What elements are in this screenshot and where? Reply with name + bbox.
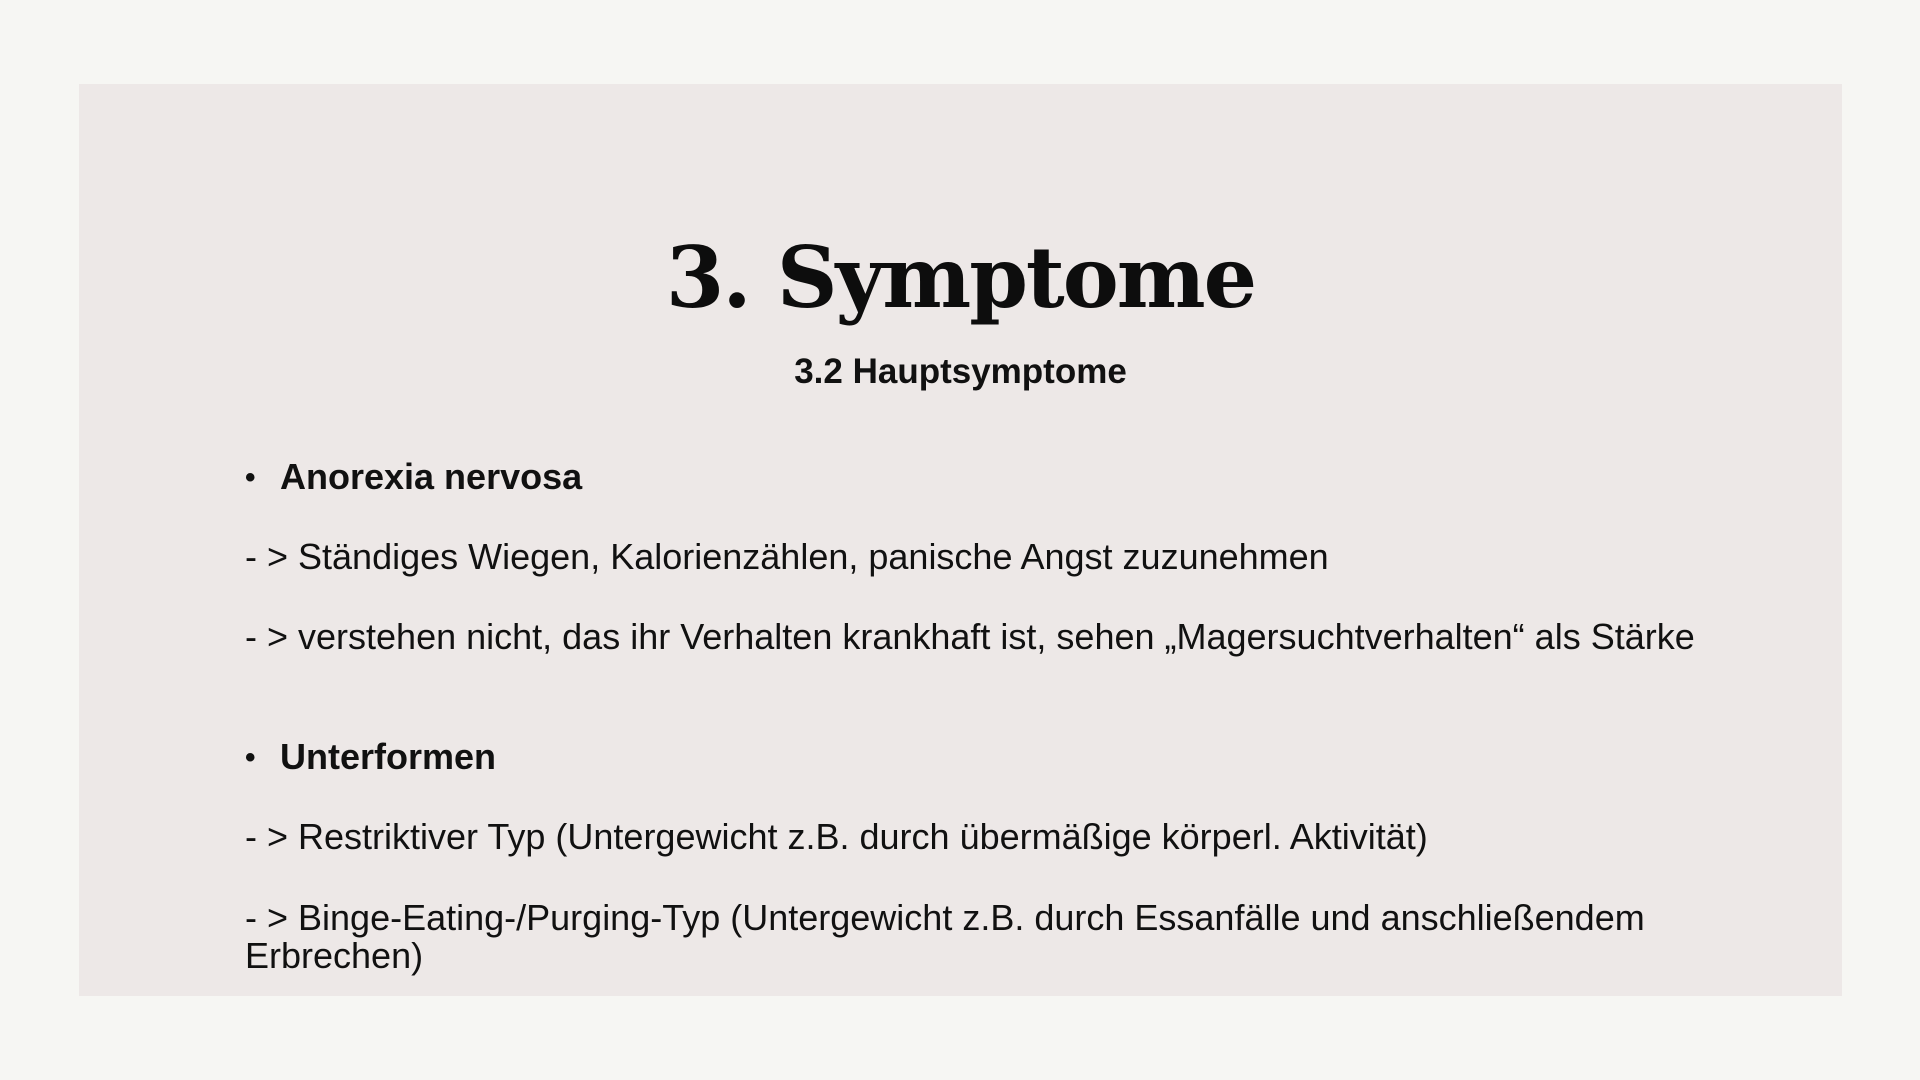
list-item: - > Restriktiver Typ (Untergewicht z.B. durch übermäßige körperl. Aktivität) (245, 816, 1428, 857)
slide-subtitle: 3.2 Hauptsymptome (794, 352, 1127, 391)
section-heading-label: Anorexia nervosa (280, 456, 583, 497)
slide-panel (79, 84, 1842, 996)
list-item: - > Binge-Eating-/Purging-Typ (Untergewicht z.B. durch Essanfälle und anschließendem Erbrechen) (245, 897, 1645, 976)
list-item: - > verstehen nicht, das ihr Verhalten krankhaft ist, sehen „Magersuchtverhalten“ als Stärke (245, 616, 1695, 657)
slide-title: 3. Symptome (665, 228, 1256, 327)
section-heading-anorexia (245, 458, 582, 497)
section-heading-unterformen (245, 738, 496, 777)
section-heading-label: Unterformen (280, 736, 497, 777)
list-item: - > Ständiges Wiegen, Kalorienzählen, panische Angst zuzunehmen (245, 536, 1329, 577)
bullet-icon: • (245, 461, 256, 494)
bullet-icon: • (245, 741, 256, 774)
